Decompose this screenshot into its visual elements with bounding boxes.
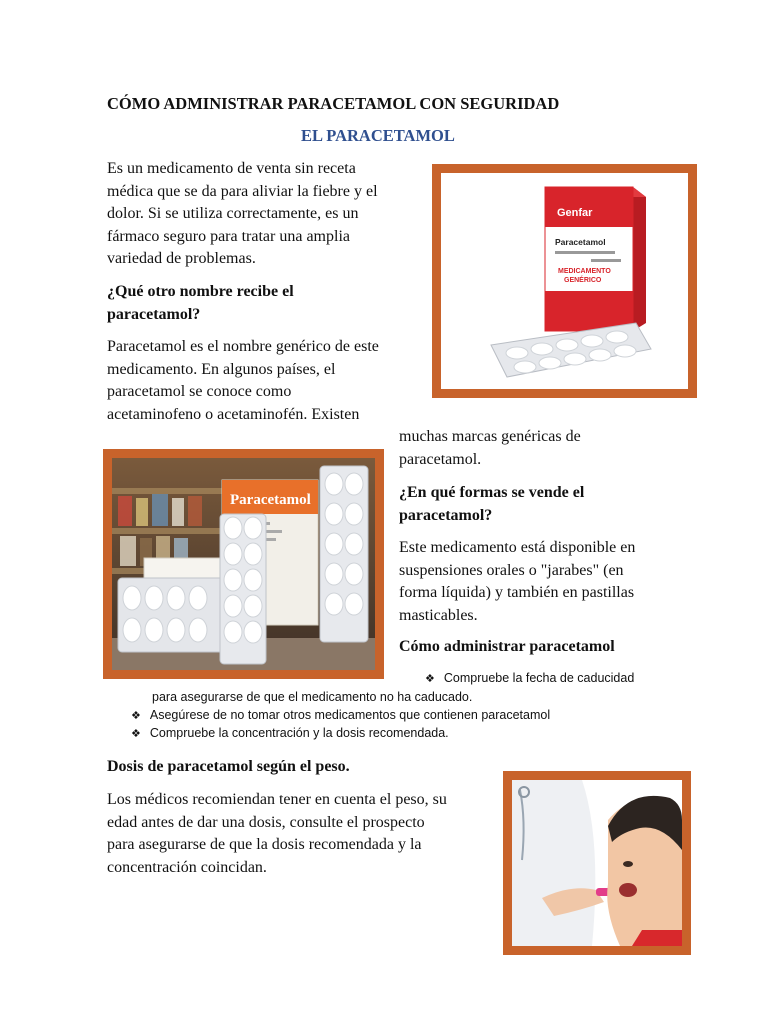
packs-label-text: Paracetamol	[230, 492, 311, 508]
text-line: fármaco seguro para tratar una amplia	[107, 227, 350, 245]
how-to-heading: Cómo administrar paracetamol	[399, 638, 615, 655]
bullet-concentration	[131, 724, 449, 743]
paracetamol-box-image	[432, 164, 697, 398]
text-line: muchas marcas genéricas de	[399, 428, 581, 445]
bullet-text: Compruebe la concentración y la dosis recomendada.	[149, 726, 449, 740]
box-illustration	[441, 173, 688, 389]
text-line: variedad de problemas.	[107, 250, 256, 267]
text-line: paracetamol?	[107, 305, 201, 323]
bullet-expiry-continued: para asegurarse de que el medicamento no ha caducado.	[152, 690, 473, 704]
dose-paragraph	[107, 789, 447, 879]
text-line: edad antes de dar una dosis, consulte el prospecto	[107, 813, 425, 831]
box-generic-line1: MEDICAMENTO	[558, 268, 611, 275]
text-line: forma líquida) y también en pastillas	[399, 584, 635, 601]
child-medicine-image	[503, 771, 691, 955]
text-line: paracetamol.	[399, 450, 482, 468]
bullet-diamond-icon: ❖	[131, 710, 141, 722]
answer-other-name	[107, 336, 379, 426]
text-line: Este medicamento está disponible en	[399, 539, 636, 556]
text-line: Paracetamol es el nombre genérico de este	[107, 338, 379, 355]
answer-forms	[399, 537, 635, 627]
bullet-diamond-icon: ❖	[131, 728, 141, 740]
text-line: Es un medicamento de venta sin receta	[107, 160, 356, 177]
text-line: medicamento. En algunos países, el	[107, 360, 336, 378]
text-line: ¿En qué formas se vende el	[399, 484, 585, 501]
bullet-other-meds	[131, 706, 550, 725]
text-line: dolor. Si se utiliza correctamente, es un	[107, 205, 359, 222]
text-line: paracetamol?	[399, 506, 493, 524]
box-brand-text: Genfar	[557, 207, 593, 219]
child-illustration	[512, 780, 682, 946]
bullet-diamond-icon: ❖	[425, 673, 435, 685]
text-line: concentración coincidan.	[107, 858, 267, 876]
document-title: CÓMO ADMINISTRAR PARACETAMOL CON SEGURIDAD	[107, 94, 560, 113]
box-generic-line2: GENÉRICO	[564, 277, 602, 284]
text-line: médica que se da para aliviar la fiebre y el	[107, 182, 378, 200]
text-line: acetaminofeno o acetaminofén. Existen	[107, 405, 360, 423]
bullet-expiry	[425, 669, 634, 688]
text-line: para asegurarse de que la dosis recomendada y la	[107, 836, 422, 853]
bullet-text: Asegúrese de no tomar otros medicamentos que contienen paracetamol	[149, 708, 551, 722]
answer-other-name-continued	[399, 426, 581, 471]
box-product-text: Paracetamol	[555, 237, 606, 247]
question-other-name	[107, 281, 294, 326]
paracetamol-packs-image	[103, 449, 384, 679]
intro-paragraph	[107, 158, 407, 271]
question-forms	[399, 482, 584, 527]
dose-heading: Dosis de paracetamol según el peso.	[107, 758, 350, 775]
section-subtitle: EL PARACETAMOL	[301, 126, 455, 145]
text-line: suspensiones orales o "jarabes" (en	[399, 561, 624, 579]
bullet-text: Compruebe la fecha de caducidad	[443, 671, 635, 685]
text-line: masticables.	[399, 606, 478, 624]
text-line: ¿Qué otro nombre recibe el	[107, 283, 294, 300]
text-line: paracetamol se conoce como	[107, 383, 292, 400]
packs-illustration	[112, 458, 375, 670]
text-line: Los médicos recomiendan tener en cuenta el peso, su	[107, 791, 447, 808]
